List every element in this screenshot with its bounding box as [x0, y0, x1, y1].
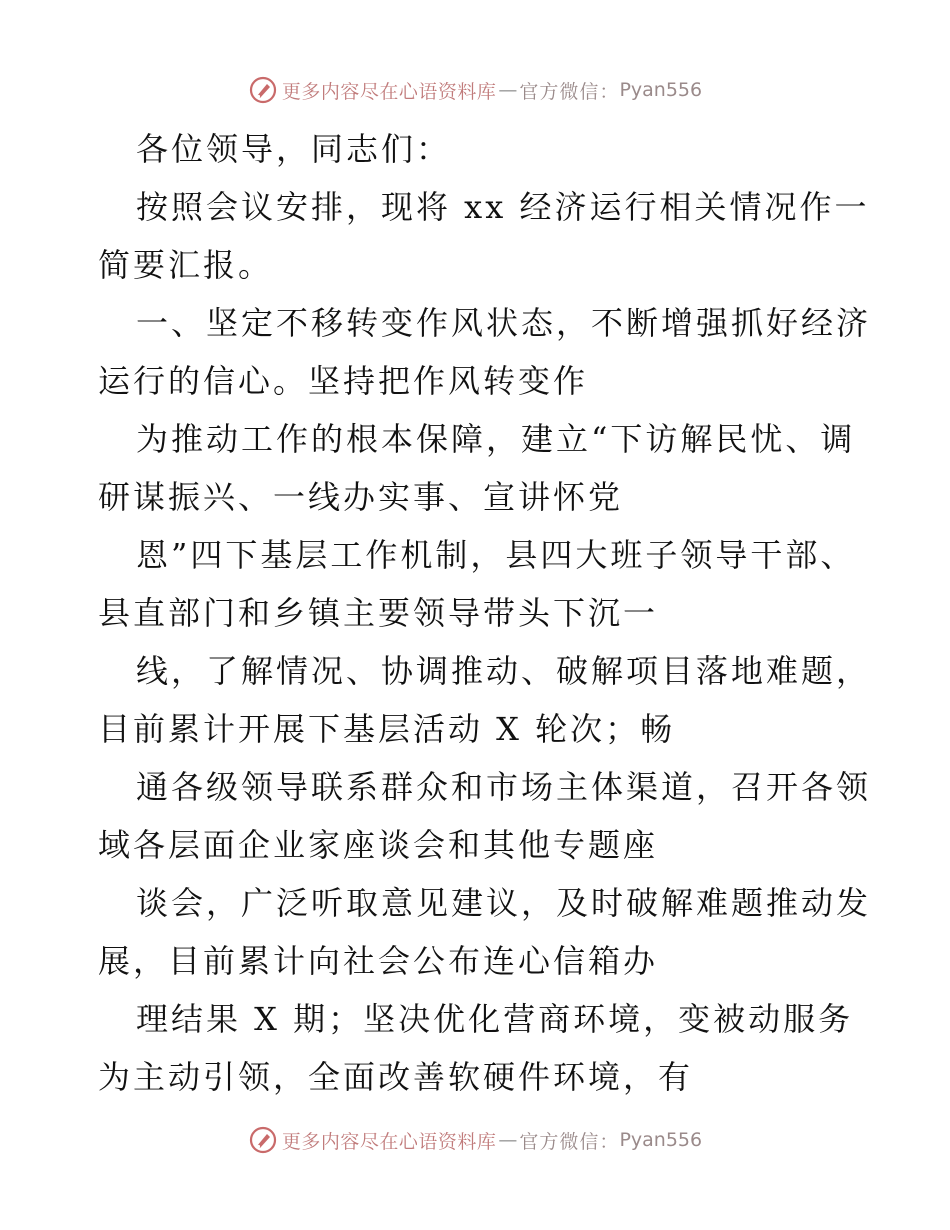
text-line: 谈会，广泛听取意见建议，及时破解难题推动发 — [136, 884, 872, 922]
text-line: 一、坚定不移转变作风状态，不断增强抓好经济 — [136, 304, 872, 342]
text-line: 理结果 X 期；坚决优化营商环境，变被动服务 — [136, 1000, 854, 1038]
text-line: 简要汇报。 — [98, 246, 274, 284]
text-line: 按照会议安排，现将 xx 经济运行相关情况作一 — [136, 188, 870, 226]
text-line: 线，了解情况、协调推动、破解项目落地难题， — [136, 652, 872, 690]
watermark-wechat-id: Pyan556 — [619, 79, 703, 101]
watermark-header — [0, 70, 950, 110]
watermark-wechat-label: 官方微信： — [519, 80, 620, 103]
text-line: 县直部门和乡镇主要领导带头下沉一 — [98, 594, 659, 632]
watermark-wechat-label: 官方微信： — [519, 1130, 620, 1153]
text-line: 研谋振兴、一线办实事、宣讲怀党 — [98, 478, 624, 516]
text-line: 目前累计开展下基层活动 X 轮次；畅 — [98, 710, 676, 748]
text-line: 运行的信心。坚持把作风转变作 — [98, 362, 589, 400]
text-line: 通各级领导联系群众和市场主体渠道，召开各领 — [136, 768, 872, 806]
text-line: 域各层面企业家座谈会和其他专题座 — [98, 826, 659, 864]
document-body — [98, 120, 872, 1106]
watermark-wechat-id: Pyan556 — [619, 1129, 703, 1151]
text-line: 各位领导，同志们： — [136, 130, 452, 168]
text-line: 为主动引领，全面改善软硬件环境，有 — [98, 1058, 694, 1096]
text-line: 恩”四下基层工作机制，县四大班子领导干部、 — [136, 536, 856, 574]
watermark-separator: — — [498, 1129, 518, 1151]
watermark-text: 更多内容尽在心语资料库 — [281, 80, 497, 103]
text-line: 展，目前累计向社会公布连心信箱办 — [98, 942, 659, 980]
text-line: 为推动工作的根本保障，建立“下访解民忧、调 — [136, 420, 856, 458]
watermark-text: 更多内容尽在心语资料库 — [281, 1130, 497, 1153]
pen-nib-logo-icon — [248, 1125, 278, 1155]
pen-nib-logo-icon — [248, 75, 278, 105]
watermark-footer — [0, 1120, 950, 1160]
watermark-separator: — — [498, 79, 518, 101]
